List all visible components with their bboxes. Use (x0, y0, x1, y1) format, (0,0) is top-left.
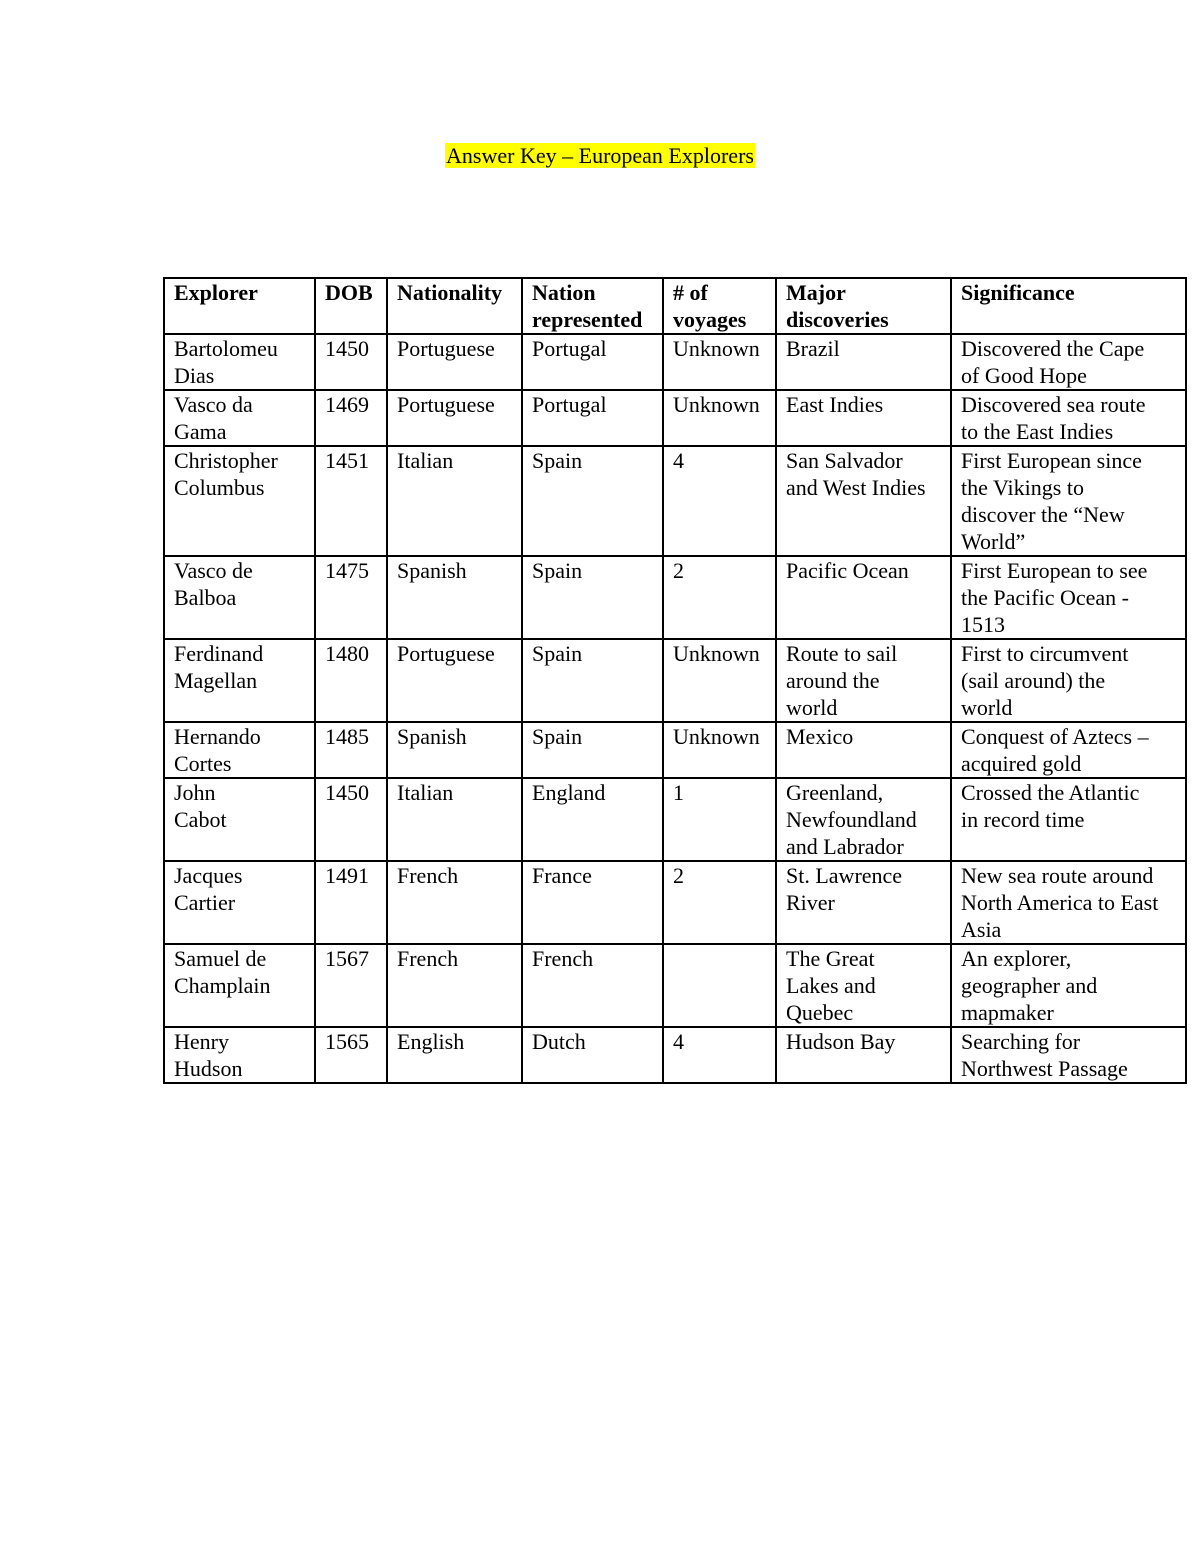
header-voyages: # of voyages (663, 278, 776, 334)
significance-cell: Discovered sea route to the East Indies (951, 390, 1186, 446)
nation-represented-cell: Spain (522, 446, 663, 556)
table-row (164, 334, 1186, 390)
major-discoveries-cell: Hudson Bay (776, 1027, 951, 1083)
significance-cell: First European to see the Pacific Ocean - 1513 (951, 556, 1186, 639)
table-row (164, 446, 1186, 556)
major-discoveries-cell: San Salvador and West Indies (776, 446, 951, 556)
explorer-cell: Henry Hudson (164, 1027, 315, 1083)
nation-represented-cell: Spain (522, 556, 663, 639)
major-discoveries-cell: Greenland, Newfoundland and Labrador (776, 778, 951, 861)
nation-represented-cell: Spain (522, 722, 663, 778)
table-row (164, 556, 1186, 639)
explorer-cell: Hernando Cortes (164, 722, 315, 778)
significance-cell: New sea route around North America to East Asia (951, 861, 1186, 944)
significance-cell: Discovered the Cape of Good Hope (951, 334, 1186, 390)
nationality-cell: Spanish (387, 556, 522, 639)
nationality-cell: Portuguese (387, 639, 522, 722)
explorer-cell: Vasco de Balboa (164, 556, 315, 639)
significance-cell: First European since the Vikings to discover the “New World” (951, 446, 1186, 556)
explorer-cell: Bartolomeu Dias (164, 334, 315, 390)
major-discoveries-cell: The Great Lakes and Quebec (776, 944, 951, 1027)
table-row (164, 778, 1186, 861)
significance-cell: Conquest of Aztecs – acquired gold (951, 722, 1186, 778)
major-discoveries-cell: Brazil (776, 334, 951, 390)
header-row (164, 278, 1186, 334)
nation-represented-cell: Portugal (522, 334, 663, 390)
explorer-cell: Christopher Columbus (164, 446, 315, 556)
nationality-cell: Portuguese (387, 390, 522, 446)
voyages-cell: Unknown (663, 390, 776, 446)
header-significance: Significance (951, 278, 1186, 334)
voyages-cell: Unknown (663, 334, 776, 390)
header-dob: DOB (315, 278, 387, 334)
major-discoveries-cell: St. Lawrence River (776, 861, 951, 944)
page-title (0, 142, 1200, 170)
nation-represented-cell: France (522, 861, 663, 944)
nationality-cell: English (387, 1027, 522, 1083)
header-nation-represented: Nation represented (522, 278, 663, 334)
dob-cell: 1565 (315, 1027, 387, 1083)
dob-cell: 1567 (315, 944, 387, 1027)
significance-cell: Searching for Northwest Passage (951, 1027, 1186, 1083)
nationality-cell: Italian (387, 446, 522, 556)
nation-represented-cell: England (522, 778, 663, 861)
voyages-cell: Unknown (663, 639, 776, 722)
table-header (164, 278, 1186, 334)
explorer-cell: Ferdinand Magellan (164, 639, 315, 722)
header-major-discoveries: Major discoveries (776, 278, 951, 334)
explorers-table (163, 277, 1187, 1084)
nationality-cell: French (387, 944, 522, 1027)
nation-represented-cell: Portugal (522, 390, 663, 446)
nationality-cell: French (387, 861, 522, 944)
voyages-cell: 2 (663, 861, 776, 944)
major-discoveries-cell: Route to sail around the world (776, 639, 951, 722)
dob-cell: 1491 (315, 861, 387, 944)
table-row (164, 639, 1186, 722)
header-explorer: Explorer (164, 278, 315, 334)
dob-cell: 1480 (315, 639, 387, 722)
table-row (164, 722, 1186, 778)
major-discoveries-cell: Pacific Ocean (776, 556, 951, 639)
nationality-cell: Portuguese (387, 334, 522, 390)
nation-represented-cell: French (522, 944, 663, 1027)
voyages-cell: 1 (663, 778, 776, 861)
explorer-cell: John Cabot (164, 778, 315, 861)
significance-cell: First to circumvent (sail around) the world (951, 639, 1186, 722)
voyages-cell: 4 (663, 446, 776, 556)
table-body (164, 334, 1186, 1083)
major-discoveries-cell: East Indies (776, 390, 951, 446)
nation-represented-cell: Spain (522, 639, 663, 722)
nationality-cell: Italian (387, 778, 522, 861)
dob-cell: 1451 (315, 446, 387, 556)
voyages-cell (663, 944, 776, 1027)
significance-cell: Crossed the Atlantic in record time (951, 778, 1186, 861)
voyages-cell: Unknown (663, 722, 776, 778)
nationality-cell: Spanish (387, 722, 522, 778)
dob-cell: 1450 (315, 334, 387, 390)
voyages-cell: 4 (663, 1027, 776, 1083)
dob-cell: 1469 (315, 390, 387, 446)
explorer-cell: Vasco da Gama (164, 390, 315, 446)
table-row (164, 944, 1186, 1027)
voyages-cell: 2 (663, 556, 776, 639)
explorer-cell: Samuel de Champlain (164, 944, 315, 1027)
dob-cell: 1475 (315, 556, 387, 639)
nation-represented-cell: Dutch (522, 1027, 663, 1083)
table-row (164, 861, 1186, 944)
page-title-text: Answer Key – European Explorers (446, 143, 754, 168)
significance-cell: An explorer, geographer and mapmaker (951, 944, 1186, 1027)
table-row (164, 390, 1186, 446)
header-nationality: Nationality (387, 278, 522, 334)
dob-cell: 1485 (315, 722, 387, 778)
explorer-cell: Jacques Cartier (164, 861, 315, 944)
major-discoveries-cell: Mexico (776, 722, 951, 778)
table-row (164, 1027, 1186, 1083)
dob-cell: 1450 (315, 778, 387, 861)
